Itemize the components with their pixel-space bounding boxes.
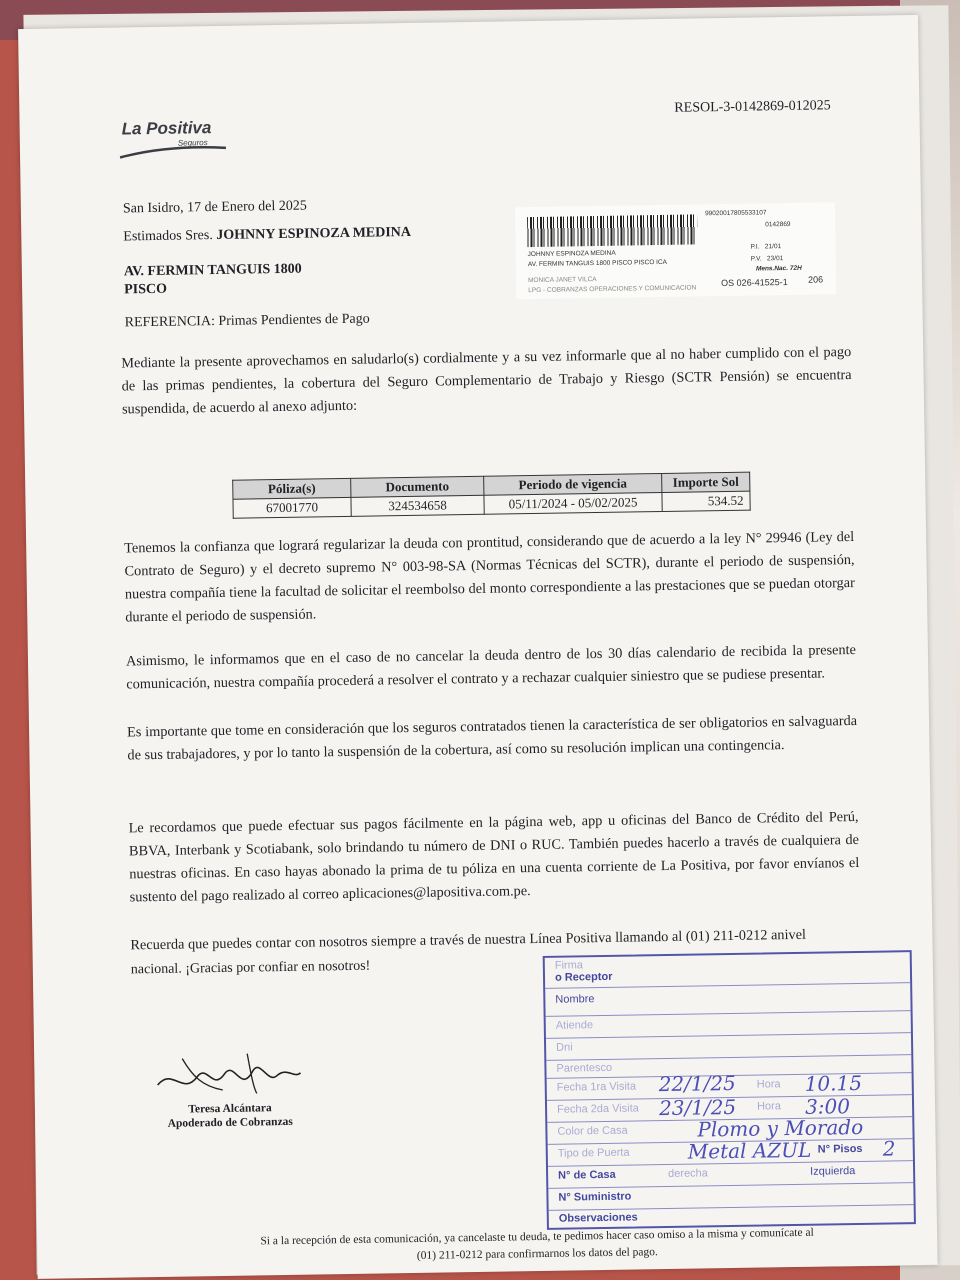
stamp-label-firma: Firma <box>554 959 584 972</box>
column-header: Importe Sol <box>662 472 750 492</box>
stamp-label-color: Color de Casa <box>557 1124 628 1138</box>
paragraph-1: Mediante la presente aprovechamos en saludarlo(s) cordialmente y a su vez informarle que al no haber cumplido con el pago de las primas pendientes, la cobertura del Seguro Complementario de Trabajo y Riesgo (SCTR Pensión) se encuentra suspendida, de acuerdo al anexo adjunto: <box>121 344 852 418</box>
footer-line1: Si a la recepción de esta comunicación, ya cancelaste tu deuda, te pedimos hacer caso omiso a la misma y comunícate al <box>260 1226 814 1248</box>
reference-line: REFERENCIA: Primas Pendientes de Pago <box>124 311 370 331</box>
table-cell: 67001770 <box>233 497 351 518</box>
mail-label <box>515 202 836 299</box>
paragraph-3: Asimismo, le informamos que en el caso de no cancelar la deuda dentro de los 30 días calendario de recibida la presente comunicación, nuestra compañía procederá a resolver el contrato y a rechazar cualquier siniestro que se pudiese presentar. <box>125 641 857 693</box>
label-barcode-number: 99020017805533107 <box>704 209 767 218</box>
stamp-label-izquierda: Izquierda <box>810 1165 856 1178</box>
label-code: 0142869 <box>765 220 791 229</box>
letter-page <box>18 15 938 1279</box>
handwritten-time2: 3:00 <box>804 1094 851 1119</box>
handwritten-color: Plomo y Morado <box>697 1114 864 1142</box>
date-line: San Isidro, 17 de Enero del 2025 <box>122 198 307 217</box>
footer-line2: (01) 211-0212 para confirmarnos los datos del pago. <box>416 1246 658 1262</box>
column-header: Periodo de vigencia <box>484 474 662 496</box>
label-dept: LPG - COBRANZAS OPERACIONES Y COMUNICACION <box>528 284 697 295</box>
greeting <box>123 225 411 246</box>
delivery-stamp <box>543 950 916 1230</box>
company-logo-sub: Seguros <box>177 138 208 148</box>
recipient-name: JOHNNY ESPINOZA MEDINA <box>216 224 412 243</box>
stamp-label-dni: Dni <box>556 1041 573 1054</box>
logo-swoosh-icon <box>118 138 228 162</box>
footer-note <box>217 1224 857 1268</box>
stamp-label-suministro: N° Suministro <box>558 1190 632 1204</box>
address-line1: AV. FERMIN TANGUIS 1800 <box>123 261 302 280</box>
label-mens: Mens.Nac. 72H <box>755 264 802 273</box>
label-address: AV. FERMIN TANGUIS 1800 PISCO PISCO ICA <box>527 258 668 269</box>
paragraph-5: Le recordamos que puede efectuar sus pagos fácilmente en la página web, app u oficinas del Banco de Crédito del Perú, BBVA, Interbank y Scotiabank, solo brindando tu número de DNI o RUC. También puedes hacerlo a través de cualquiera de nuestras oficinas. En caso hayas abonado la prima de tu póliza en una cuenta corriente de La Positiva, por favor envíanos el sustento del pago realizado al correo aplicaciones@lapositiva.com.pe. <box>128 808 860 906</box>
stamp-label-casa: N° de Casa <box>558 1168 616 1182</box>
stamp-label-observaciones: Observaciones <box>558 1211 638 1225</box>
label-sender: MONICA JANET VILCA <box>528 276 597 285</box>
column-header: Póliza(s) <box>233 478 351 499</box>
stamp-label-receptor: o Receptor <box>554 970 613 984</box>
label-pi: P.I. 21/01 <box>750 243 782 251</box>
stamp-label-derecha: derecha <box>668 1167 708 1180</box>
handwritten-time1: 10.15 <box>804 1070 863 1096</box>
resolution-code: RESOL-3-0142869-012025 <box>674 98 831 116</box>
label-os-line: OS 026-41525-1 <box>721 277 788 289</box>
stamp-label-parentesco: Parentesco <box>556 1061 613 1075</box>
stamp-label-hora1: Hora <box>756 1078 781 1091</box>
label-pv: P.V. 23/01 <box>750 255 784 263</box>
address-line2: PISCO <box>124 281 168 298</box>
stamp-label-visita1: Fecha 1ra Visita <box>556 1080 637 1094</box>
policy-table <box>232 472 751 519</box>
handwritten-pisos: 2 <box>882 1136 896 1161</box>
handwritten-door: Metal AZUL <box>687 1137 812 1164</box>
paragraph-6-line2: nacional. ¡Gracias por confiar en nosotros! <box>130 958 371 978</box>
paragraph-6-line1: Recuerda que puedes contar con nosotros siempre a través de nuestra Línea Positiva llamando al (01) 211-0212 anivel <box>130 926 807 954</box>
greeting-prefix: Estimados Sres. <box>123 228 213 245</box>
column-header: Documento <box>351 476 484 497</box>
table-cell: 324534658 <box>351 495 484 516</box>
table-cell: 05/11/2024 - 05/02/2025 <box>484 493 662 515</box>
signer-title: Apoderado de Cobranzas <box>167 1115 293 1130</box>
label-os-num: 206 <box>808 274 824 285</box>
stamp-label-hora2: Hora <box>756 1100 782 1113</box>
paragraph-4: Es importante que tome en consideración que los seguros contratados tienen la característica de ser obligatorios en salvaguarda de sus trabajadores, y por lo tanto la suspensión de la cobertura, así como su resolución implican una contingencia. <box>126 712 858 764</box>
signer-block <box>150 1101 310 1132</box>
signature-icon <box>152 1045 303 1102</box>
stamp-label-atiende: Atiende <box>555 1019 594 1032</box>
barcode-icon <box>527 214 697 247</box>
handwritten-date1: 22/1/25 <box>658 1070 736 1097</box>
signer-name: Teresa Alcántara <box>188 1102 272 1116</box>
company-logo-name: La Positiva <box>121 118 212 139</box>
label-name: JOHNNY ESPINOZA MEDINA <box>527 249 616 259</box>
stamp-label-puerta: Tipo de Puerta <box>557 1146 630 1160</box>
handwritten-date2: 23/1/25 <box>658 1094 737 1121</box>
stamp-label-nombre: Nombre <box>555 993 595 1006</box>
stamp-label-pisos: N° Pisos <box>817 1142 863 1156</box>
table-cell: 534.52 <box>662 491 750 511</box>
paragraph-2: Tenemos la confianza que logrará regularizar la deuda con prontitud, considerando que de acuerdo a la ley N° 29946 (Ley del Contrato de Seguro) y el decreto supremo N° 003-98-SA (Normas Técnicas del SCTR), durante el periodo de suspensión, nuestra compañía tiene la facultad de solicitar el reembolso del monto correspondiente a las prestaciones que se puedan otorgar durante el periodo de suspensión. <box>124 528 855 626</box>
stamp-label-visita2: Fecha 2da Visita <box>557 1102 639 1116</box>
